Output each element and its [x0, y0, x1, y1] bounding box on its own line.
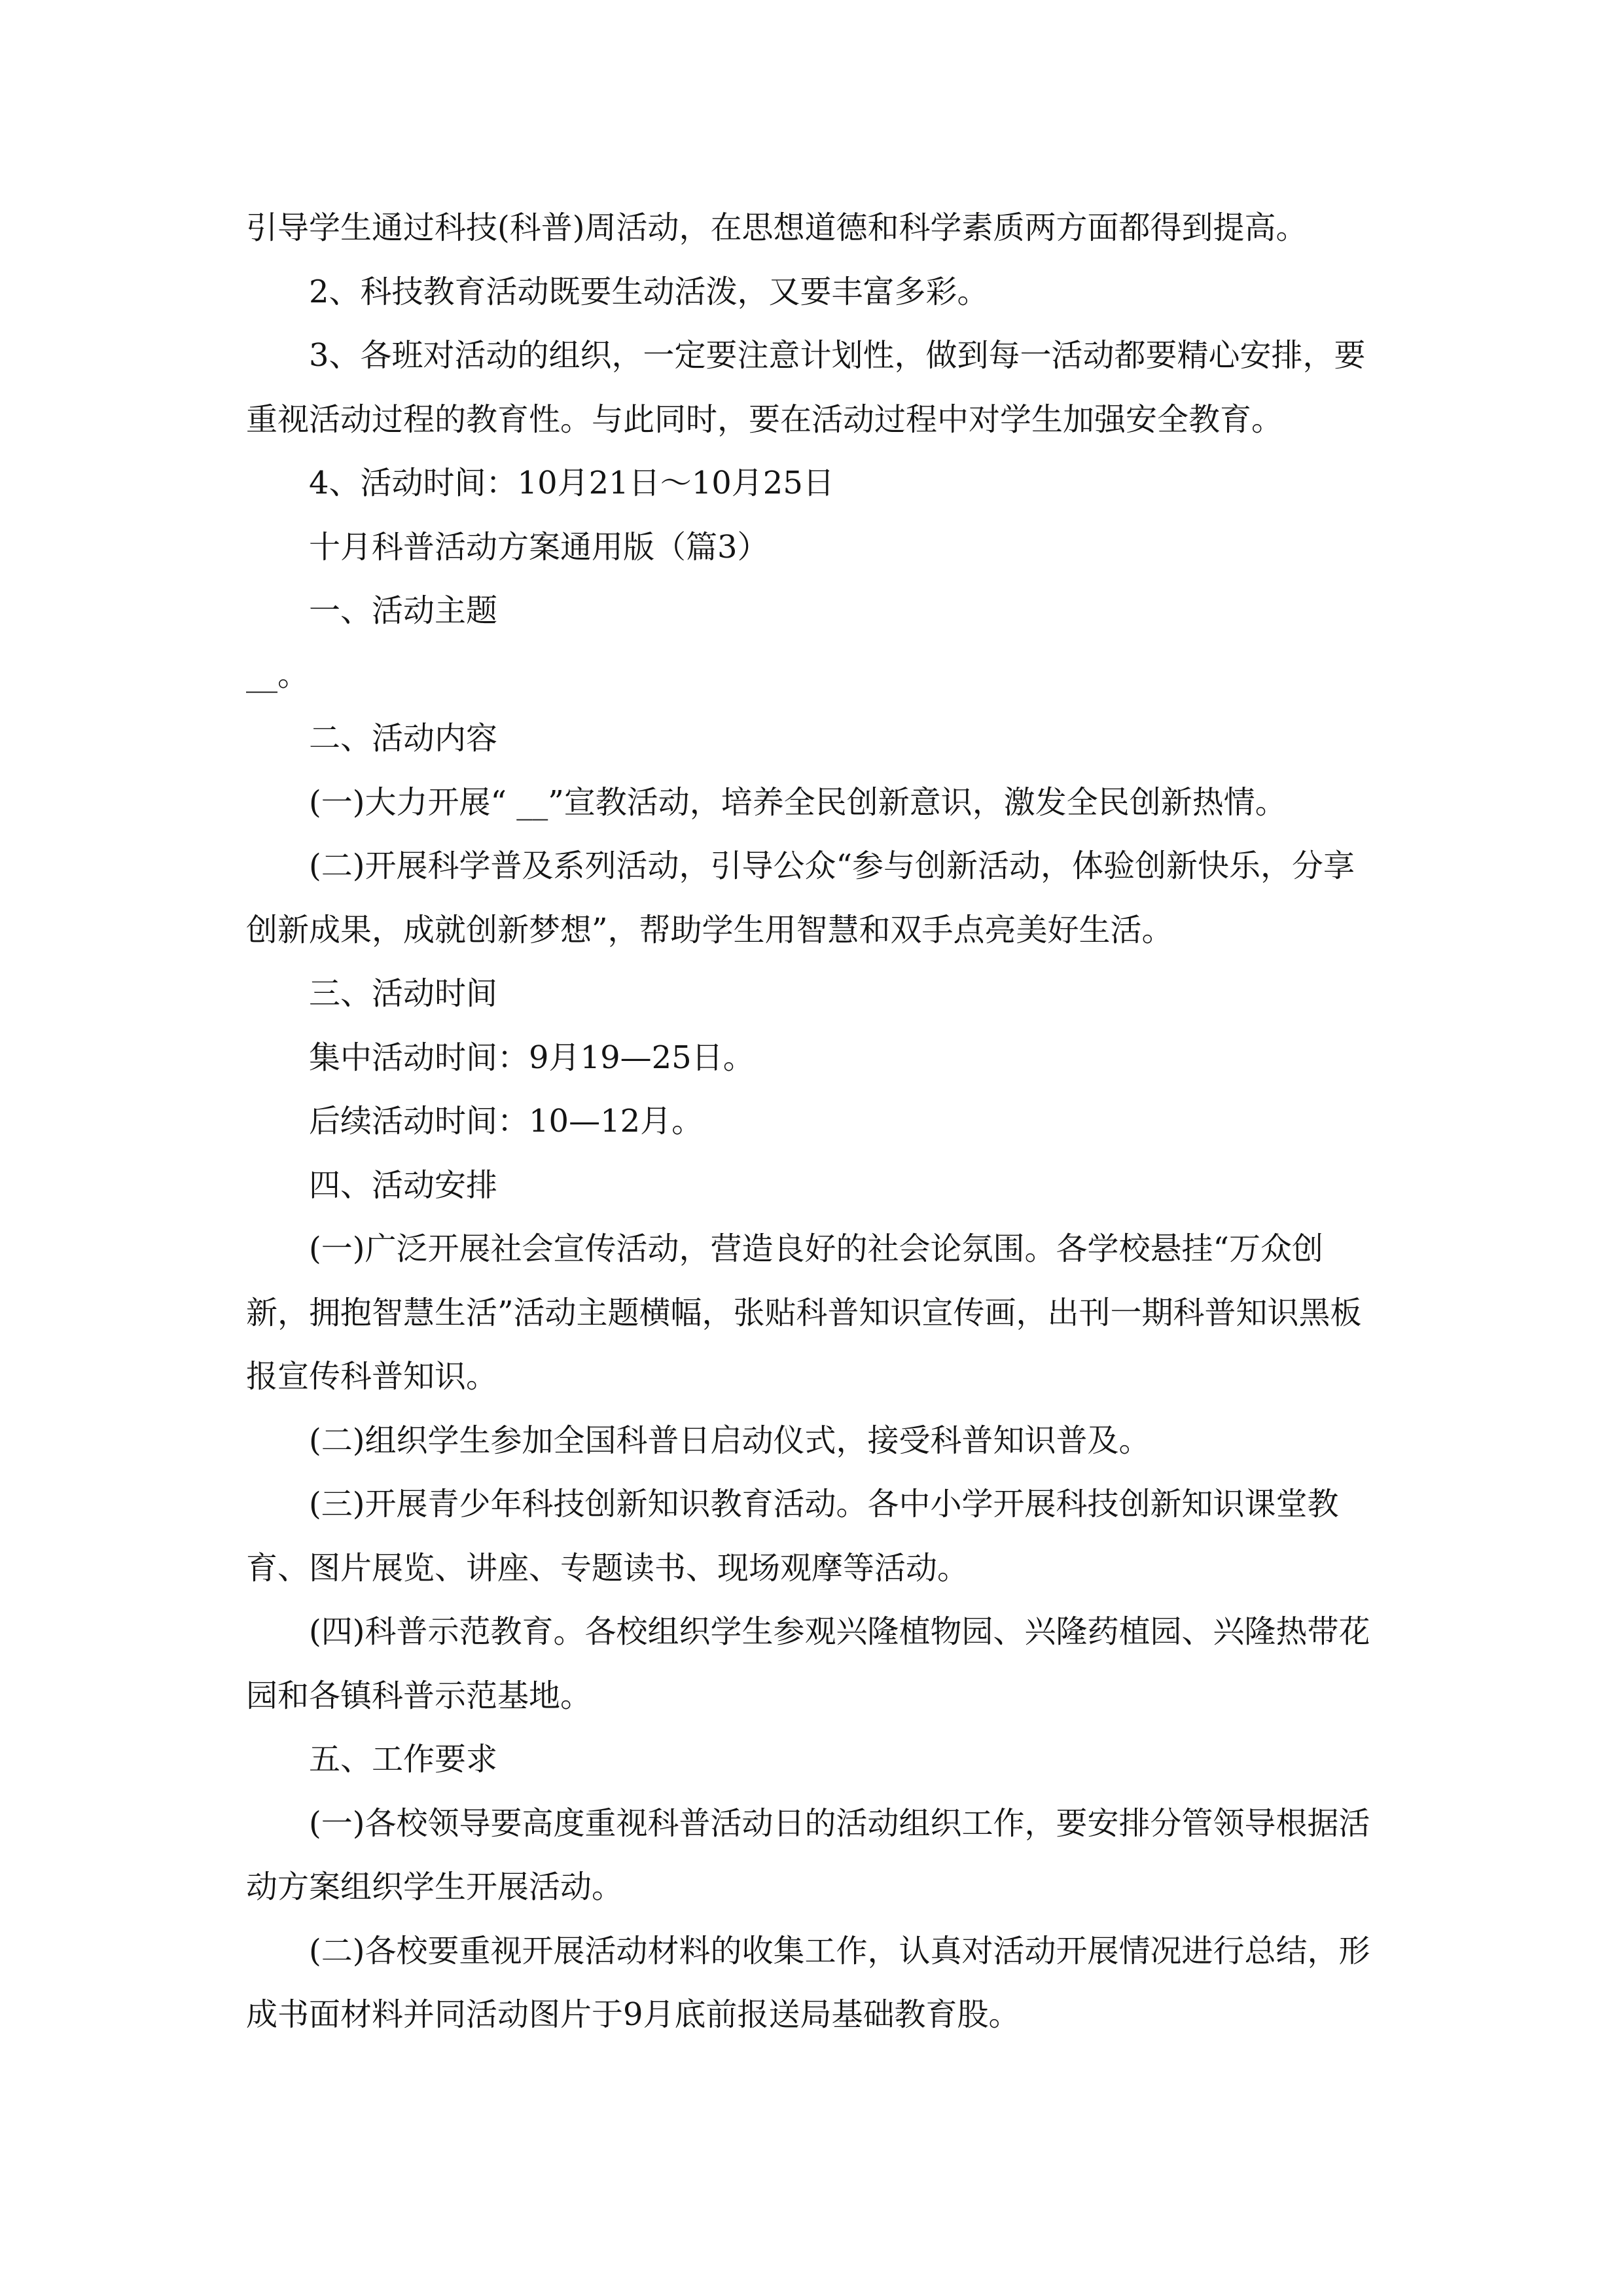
- theme-blank: __。: [246, 656, 310, 693]
- paragraph-time-followup: 后续活动时间：10—12月。: [309, 1103, 704, 1139]
- paragraph-item-2: 2、科技教育活动既要生动活泼，又要丰富多彩。: [309, 273, 989, 310]
- paragraph-content-1: (一)大力开展“ __”宣教活动，培养全民创新意识，激发全民创新热情。: [309, 783, 1287, 821]
- paragraph-item-3: 3、各班对活动的组织，一定要注意计划性，做到每一活动都要精心安排，要重视活动过程的教育性。与此同时，要在活动过程中对学生加强安全教育。: [246, 337, 1366, 438]
- paragraph-item-4: 4、活动时间：10月21日～10月25日: [309, 465, 834, 501]
- paragraph-continuation: 引导学生通过科技(科普)周活动，在思想道德和科学素质两方面都得到提高。: [246, 209, 1308, 246]
- heading-activity-content: 二、活动内容: [309, 720, 498, 757]
- heading-work-requirements: 五、工作要求: [309, 1741, 498, 1778]
- paragraph-requirement-1: (一)各校领导要高度重视科普活动日的活动组织工作，要安排分管领导根据活动方案组织学生开展活动。: [246, 1804, 1370, 1905]
- paragraph-arrangement-3: (三)开展青少年科技创新知识教育活动。各中小学开展科技创新知识课堂教育、图片展览、讲座、专题读书、现场观摩等活动。: [246, 1486, 1339, 1587]
- heading-activity-time: 三、活动时间: [309, 975, 498, 1012]
- section-title: 十月科普活动方案通用版（篇3）: [309, 528, 769, 565]
- heading-activity-theme: 一、活动主题: [309, 592, 498, 629]
- document-body: [246, 196, 1378, 2047]
- paragraph-requirement-2: (二)各校要重视开展活动材料的收集工作，认真对活动开展情况进行总结，形成书面材料并同活动图片于9月底前报送局基础教育股。: [246, 1932, 1370, 2033]
- paragraph-content-2: (二)开展科学普及系列活动，引导公众“参与创新活动，体验创新快乐，分享创新成果，成就创新梦想”，帮助学生用智慧和双手点亮美好生活。: [246, 848, 1355, 948]
- paragraph-arrangement-4: (四)科普示范教育。各校组织学生参观兴隆植物园、兴隆药植园、兴隆热带花园和各镇科普示范基地。: [246, 1613, 1370, 1714]
- paragraph-arrangement-2: (二)组织学生参加全国科普日启动仪式，接受科普知识普及。: [309, 1422, 1150, 1459]
- heading-activity-arrangement: 四、活动安排: [309, 1166, 498, 1204]
- paragraph-time-focused: 集中活动时间：9月19—25日。: [309, 1039, 755, 1076]
- paragraph-arrangement-1: (一)广泛开展社会宣传活动，营造良好的社会论氛围。各学校悬挂“万众创新，拥抱智慧生活”活动主题横幅，张贴科普知识宣传画，出刊一期科普知识黑板报宣传科普知识。: [246, 1230, 1362, 1395]
